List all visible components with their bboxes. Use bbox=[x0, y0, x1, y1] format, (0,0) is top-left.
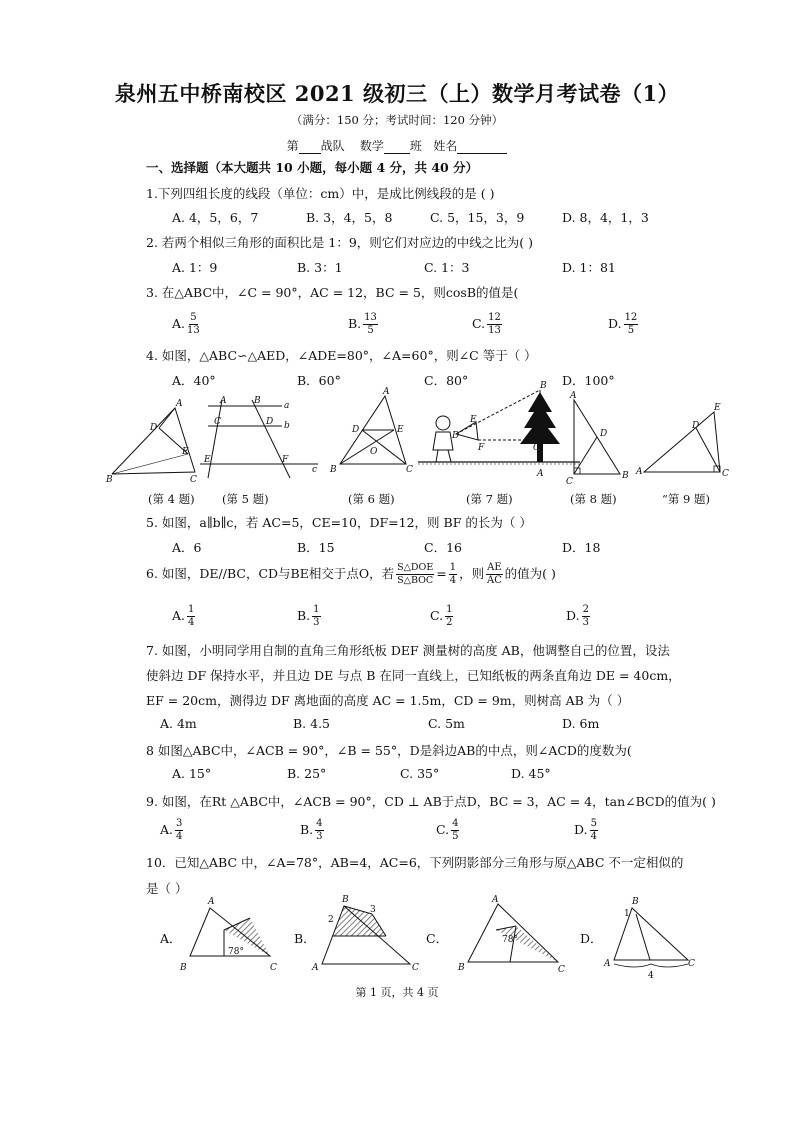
f5-label-e: E bbox=[204, 455, 211, 465]
f8-label-a: A bbox=[570, 391, 577, 401]
q10d-len-4: 4 bbox=[648, 971, 654, 981]
f5-label-a: A bbox=[220, 396, 227, 406]
question-10-line-1: 10．已知△ABC 中，∠A=78°，AB=4，AC=6，下列阴影部分三角形与原△ABC 不一定相似的 bbox=[146, 855, 684, 870]
question-10-line-2: 是（ ） bbox=[146, 881, 188, 896]
student-info-line bbox=[0, 137, 794, 154]
f4-label-c: C bbox=[190, 475, 197, 485]
figures-row bbox=[100, 381, 740, 488]
f6-label-o: O bbox=[370, 447, 378, 457]
caption-fig-5: (第 5 题) bbox=[222, 492, 269, 506]
q9-option-b[interactable]: B. $\frac{4}{3}$ bbox=[300, 818, 323, 842]
f8-label-b: B bbox=[622, 471, 629, 481]
q10d-len-1: 1 bbox=[624, 909, 630, 919]
q10c-label-c: C bbox=[558, 965, 565, 975]
q10b-label-c: C bbox=[412, 963, 419, 973]
q9-option-d[interactable]: D. $\frac{5}{4}$ bbox=[574, 818, 597, 842]
figure-5 bbox=[200, 400, 318, 478]
caption-fig-9: “第 9 题) bbox=[662, 492, 710, 506]
q3-option-a[interactable]: A. $\frac{5}{13}$ bbox=[172, 312, 200, 336]
q5-option-c[interactable]: C．16 bbox=[424, 540, 462, 555]
f7-label-e: E bbox=[470, 415, 477, 425]
figure-4 bbox=[112, 408, 195, 474]
f9-label-d: D bbox=[692, 421, 700, 431]
q6-option-a[interactable]: A. $\frac{1}{4}$ bbox=[172, 604, 195, 628]
caption-fig-8: (第 8 题) bbox=[570, 492, 617, 506]
question-8: 8 如图△ABC中，∠ACB = 90°，∠B = 55°，D是斜边AB的中点，则∠ACD的度数为( bbox=[146, 743, 632, 758]
q10b-len-3: 3 bbox=[370, 905, 376, 915]
f8-label-d: D bbox=[600, 429, 608, 439]
q10-figure-b bbox=[322, 906, 410, 964]
tree-icon bbox=[520, 392, 560, 462]
q10b-label-a: A bbox=[312, 963, 319, 973]
q10a-label-b: B bbox=[180, 963, 187, 973]
q1-option-b[interactable]: B. 3，4，5，8 bbox=[306, 210, 393, 225]
q3-option-c[interactable]: C. $\frac{12}{13}$ bbox=[472, 312, 501, 336]
q9-option-a[interactable]: A. $\frac{3}{4}$ bbox=[160, 818, 183, 842]
q10-figures bbox=[176, 890, 716, 980]
question-7-line-1: 7. 如图，小明同学用自制的直角三角形纸板 DEF 测量树的高度 AB，他调整自己的位置，设法 bbox=[146, 643, 670, 658]
q10d-label-a: A bbox=[604, 959, 611, 969]
q10-figure-c bbox=[468, 904, 558, 962]
question-7-line-3: EF = 20cm，测得边 DF 离地面的高度 AC = 1.5m，CD = 9m，则树高 AB 为（ ） bbox=[146, 693, 630, 708]
f6-label-b: B bbox=[330, 465, 337, 475]
q6-option-b[interactable]: B. $\frac{1}{3}$ bbox=[297, 604, 320, 628]
q2-option-a[interactable]: A. 1：9 bbox=[172, 260, 218, 275]
q10c-angle: 78° bbox=[502, 935, 518, 945]
q7-option-d[interactable]: D. 6m bbox=[562, 716, 600, 731]
q8-option-a[interactable]: A. 15° bbox=[172, 766, 212, 781]
q4-option-a[interactable]: A．40° bbox=[172, 373, 216, 388]
subject-label: 数学 bbox=[359, 139, 384, 153]
question-6: 6. 如图，DE//BC，CD与BE相交于点O，若 S△DOE S△BOC = $\frac{1}{4}$ ，则 $\frac{AE}{AC}$ 的值为( ) bbox=[146, 562, 556, 586]
f5-label-f: F bbox=[282, 455, 289, 465]
f7-label-a: A bbox=[537, 469, 544, 479]
name-field[interactable] bbox=[457, 139, 507, 154]
q10-option-c[interactable]: C． bbox=[426, 931, 449, 946]
q2-option-b[interactable]: B. 3：1 bbox=[297, 260, 343, 275]
f9-label-a: A bbox=[636, 467, 643, 477]
f5-label-line-a: a bbox=[284, 401, 290, 411]
q6-option-c[interactable]: C. $\frac{1}{2}$ bbox=[430, 604, 453, 628]
f7-label-c: C bbox=[533, 443, 540, 453]
q9-option-c[interactable]: C. $\frac{4}{5}$ bbox=[436, 818, 459, 842]
q10-option-d[interactable]: D． bbox=[580, 931, 603, 946]
f8-label-c: C bbox=[566, 477, 573, 487]
question-9: 9. 如图，在Rt △ABC中，∠ACB = 90°，CD ⊥ AB于点D，BC = 3，AC = 4，tan∠BCD的值为( ) bbox=[146, 794, 716, 809]
q10-option-a[interactable]: A． bbox=[160, 931, 182, 946]
f6-label-e: E bbox=[397, 425, 404, 435]
q8-option-d[interactable]: D. 45° bbox=[511, 766, 551, 781]
team-label: 战队 bbox=[320, 139, 345, 153]
class-label: 班 bbox=[409, 139, 422, 153]
f6-label-a: A bbox=[383, 387, 390, 397]
f9-label-c: C bbox=[722, 469, 729, 479]
question-2: 2. 若两个相似三角形的面积比是 1：9，则它们对应边的中线之比为( ) bbox=[146, 235, 534, 250]
q10d-label-c: C bbox=[688, 959, 695, 969]
caption-fig-4: (第 4 题) bbox=[148, 492, 195, 506]
name-label: 姓名 bbox=[433, 139, 458, 153]
page-footer: 第 1 页，共 4 页 bbox=[355, 986, 439, 999]
f5-label-c: C bbox=[214, 417, 221, 427]
q4-option-c[interactable]: C．80° bbox=[424, 373, 469, 388]
q10c-label-a: A bbox=[492, 895, 499, 905]
q7-option-a[interactable]: A. 4m bbox=[160, 716, 197, 731]
q5-option-d[interactable]: D．18 bbox=[562, 540, 601, 555]
q10a-label-c: C bbox=[270, 963, 277, 973]
q7-option-b[interactable]: B. 4.5 bbox=[293, 716, 331, 731]
f7-label-d: D bbox=[452, 431, 460, 441]
q6-option-d[interactable]: D. $\frac{2}{3}$ bbox=[566, 604, 589, 628]
q10d-label-b: B bbox=[632, 897, 639, 907]
section-heading: 一、选择题（本大题共 10 小题，每小题 4 分，共 40 分） bbox=[146, 160, 479, 175]
f9-label-e: E bbox=[714, 403, 721, 413]
page-title: 泉州五中桥南校区 2021 级初三（上）数学月考试卷（1） bbox=[114, 81, 680, 106]
q1-option-a[interactable]: A. 4，5，6，7 bbox=[172, 210, 259, 225]
q5-option-b[interactable]: B．15 bbox=[297, 540, 335, 555]
q8-option-c[interactable]: C. 35° bbox=[400, 766, 440, 781]
f5-label-line-b: b bbox=[284, 421, 290, 431]
q1-option-c[interactable]: C. 5，15，3，9 bbox=[430, 210, 525, 225]
exam-info: （满分：150 分；考试时间：120 分钟） bbox=[290, 113, 504, 127]
q10b-len-2: 2 bbox=[328, 915, 334, 925]
f5-label-line-c: c bbox=[312, 465, 318, 475]
f7-label-b: B bbox=[540, 381, 547, 391]
di-label: 第 bbox=[286, 139, 299, 153]
f6-label-c: C bbox=[406, 465, 413, 475]
f7-label-f: F bbox=[478, 443, 485, 453]
f4-label-d: D bbox=[150, 423, 158, 433]
q3-option-b[interactable]: B. $\frac{13}{5}$ bbox=[348, 312, 377, 336]
q2-option-d[interactable]: D. 1：81 bbox=[562, 260, 616, 275]
caption-fig-7: (第 7 题) bbox=[466, 492, 513, 506]
q2-option-c[interactable]: C. 1：3 bbox=[424, 260, 470, 275]
f5-label-b: B bbox=[254, 396, 261, 406]
figure-8 bbox=[574, 400, 620, 474]
q7-option-c[interactable]: C. 5m bbox=[428, 716, 465, 731]
caption-fig-6: (第 6 题) bbox=[348, 492, 395, 506]
question-4: 4. 如图，△ABC∽△AED，∠ADE=80°，∠A=60°，则∠C 等于（ ） bbox=[146, 348, 537, 363]
figure-7 bbox=[418, 390, 580, 464]
q4-option-b[interactable]: B．60° bbox=[297, 373, 341, 388]
q10a-label-a: A bbox=[208, 897, 215, 907]
q10b-label-b: B bbox=[342, 895, 349, 905]
f5-label-d: D bbox=[266, 417, 274, 427]
f4-label-b: B bbox=[106, 475, 113, 485]
question-5: 5. 如图，a∥b∥c，若 AC=5，CE=10，DF=12，则 BF 的长为（ ） bbox=[146, 515, 532, 530]
f4-label-a: A bbox=[176, 399, 183, 409]
figure-9 bbox=[644, 412, 720, 472]
team-number-field[interactable] bbox=[299, 139, 321, 154]
question-7-line-2: 使斜边 DF 保持水平，并且边 DE 与点 B 在同一直线上，已知纸板的两条直角边 DE = 40cm， bbox=[146, 668, 681, 683]
class-number-field[interactable] bbox=[384, 139, 410, 154]
q3-option-d[interactable]: D. $\frac{12}{5}$ bbox=[608, 312, 638, 336]
q5-option-a[interactable]: A．6 bbox=[172, 540, 202, 555]
q10a-angle: 78° bbox=[228, 947, 244, 957]
q1-option-d[interactable]: D. 8，4，1，3 bbox=[562, 210, 649, 225]
f6-label-d: D bbox=[352, 425, 360, 435]
q4-option-d[interactable]: D．100° bbox=[562, 373, 615, 388]
q8-option-b[interactable]: B. 25° bbox=[287, 766, 327, 781]
question-1: 1.下列四组长度的线段（单位：cm）中，是成比例线段的是 ( ) bbox=[146, 186, 495, 201]
q10c-label-b: B bbox=[458, 963, 465, 973]
q10-option-b[interactable]: B． bbox=[294, 931, 316, 946]
f4-label-e: E bbox=[182, 447, 189, 457]
question-3: 3. 在△ABC中，∠C = 90°，AC = 12，BC = 5，则cosB的值是( bbox=[146, 285, 519, 300]
